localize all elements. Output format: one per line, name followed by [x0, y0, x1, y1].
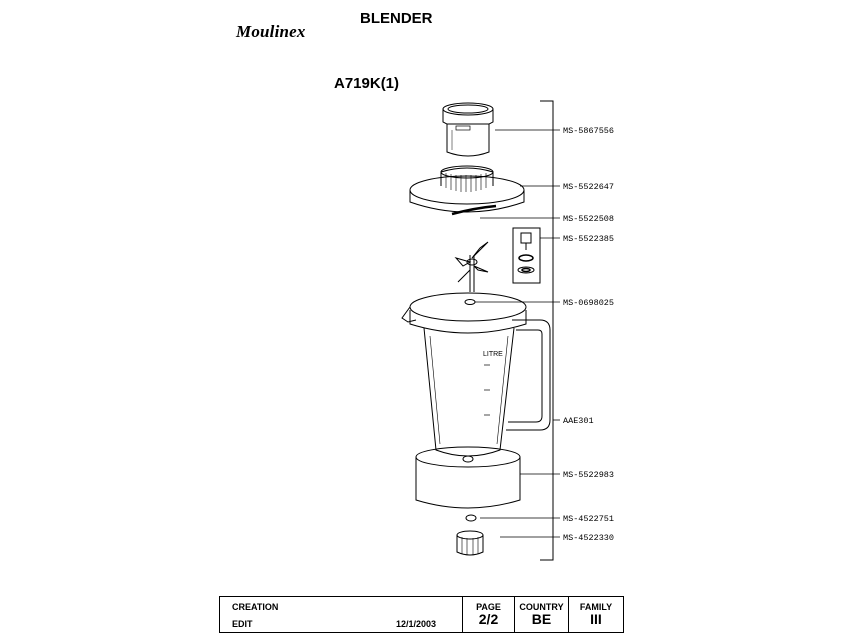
jug-marking: LITRE — [483, 351, 503, 358]
creation-cell — [220, 597, 463, 632]
jug — [402, 293, 550, 456]
page-value: 2/2 — [478, 611, 499, 627]
base-ring — [466, 515, 476, 521]
footer-table — [219, 596, 624, 633]
edit-date: 12/1/2003 — [396, 619, 437, 629]
measuring-cup — [443, 103, 493, 156]
country-cell — [515, 597, 569, 632]
family-label: FAMILY — [579, 602, 613, 612]
bearing-kit — [513, 228, 540, 283]
page-title: BLENDER — [360, 10, 433, 27]
country-label: COUNTRY — [519, 602, 564, 612]
creation-label: CREATION — [232, 602, 279, 612]
page-label: PAGE — [476, 602, 501, 612]
part-ref-jug: AAE301 — [563, 416, 594, 426]
coupling-nut — [457, 531, 483, 555]
part-ref-measuring-cup: MS-5867556 — [563, 126, 615, 136]
page-cell — [463, 597, 515, 632]
reference-bracket — [540, 101, 553, 560]
edit-label: EDIT — [232, 619, 253, 629]
blade-seal — [465, 300, 475, 305]
part-ref-base-ring: MS-4522751 — [563, 514, 615, 524]
part-ref-coupling-nut: MS-4522330 — [563, 533, 615, 543]
jug-base — [416, 447, 520, 508]
part-ref-jug-base: MS-5522983 — [563, 470, 615, 480]
part-ref-lid-seal: MS-5522508 — [563, 214, 615, 224]
family-value: III — [590, 611, 602, 627]
lid — [410, 166, 524, 214]
model-number: A719K(1) — [334, 75, 400, 92]
blade-assembly — [456, 242, 488, 292]
brand-logo: Moulinex — [236, 22, 306, 41]
family-cell — [569, 597, 623, 632]
part-ref-lid: MS-5522647 — [563, 182, 615, 192]
part-ref-blade-bearing-kit: MS-5522385 — [563, 234, 615, 244]
leader-lines — [475, 130, 560, 537]
country-value: BE — [531, 611, 552, 627]
part-ref-blade-seal: MS-0698025 — [563, 298, 615, 308]
